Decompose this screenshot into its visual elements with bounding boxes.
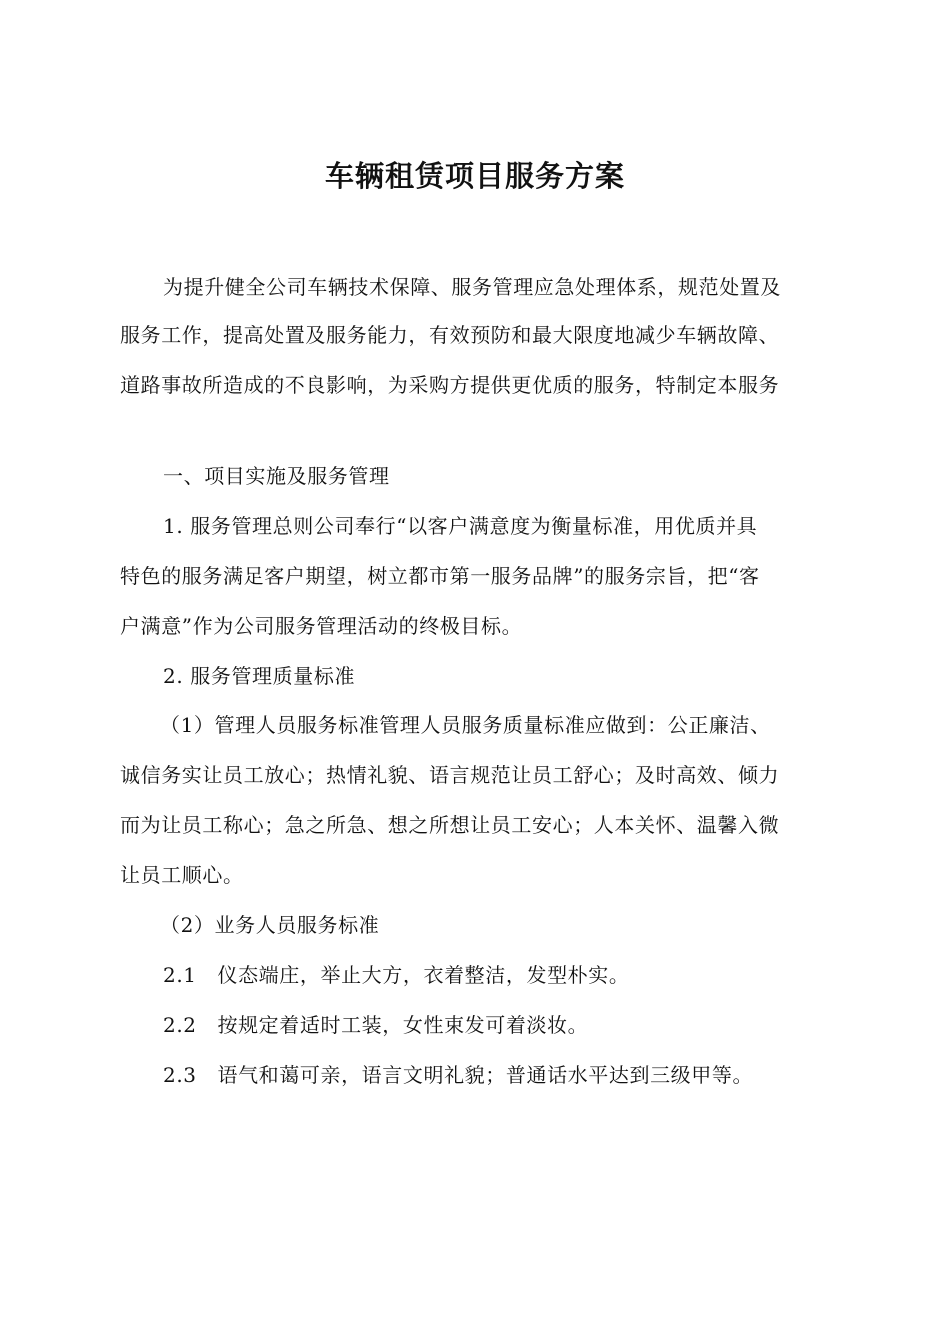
section-heading-1: 一、项目实施及服务管理 — [163, 464, 390, 488]
paragraph-1-line-2: 特色的服务满足客户期望，树立都市第一服务品牌”的服务宗旨，把“客 — [120, 564, 760, 588]
paragraph-2-line-1: （1）管理人员服务标准管理人员服务质量标准应做到：公正廉洁、 — [160, 713, 771, 737]
paragraph-2-line-4: 让员工顺心。 — [120, 863, 244, 887]
subsection-heading-2: 2. 服务管理质量标准 — [163, 664, 356, 688]
intro-line-3: 道路事故所造成的不良影响，为采购方提供更优质的服务，特制定本服务 — [120, 373, 780, 397]
list-item-2-3: 2.3 语气和蔼可亲，语言文明礼貌；普通话水平达到三级甲等。 — [163, 1063, 754, 1087]
subsection-heading-2-2: （2）业务人员服务标准 — [160, 913, 380, 937]
list-item-2-2: 2.2 按规定着适时工装，女性束发可着淡妆。 — [163, 1013, 589, 1037]
list-item-2-1: 2.1 仪态端庄，举止大方，衣着整洁，发型朴实。 — [163, 963, 630, 987]
paragraph-1-line-3: 户满意”作为公司服务管理活动的终极目标。 — [120, 614, 523, 638]
intro-line-2: 服务工作，提高处置及服务能力，有效预防和最大限度地减少车辆故障、 — [120, 323, 780, 347]
intro-line-1: 为提升健全公司车辆技术保障、服务管理应急处理体系，规范处置及 — [163, 275, 781, 299]
paragraph-1-line-1: 1. 服务管理总则公司奉行“以客户满意度为衡量标准，用优质并具 — [163, 514, 758, 538]
paragraph-2-line-3: 而为让员工称心；急之所急、想之所想让员工安心；人本关怀、温馨入微 — [120, 813, 780, 837]
document-title: 车辆租赁项目服务方案 — [324, 159, 625, 193]
paragraph-2-line-2: 诚信务实让员工放心；热情礼貌、语言规范让员工舒心；及时高效、倾力 — [120, 763, 780, 787]
